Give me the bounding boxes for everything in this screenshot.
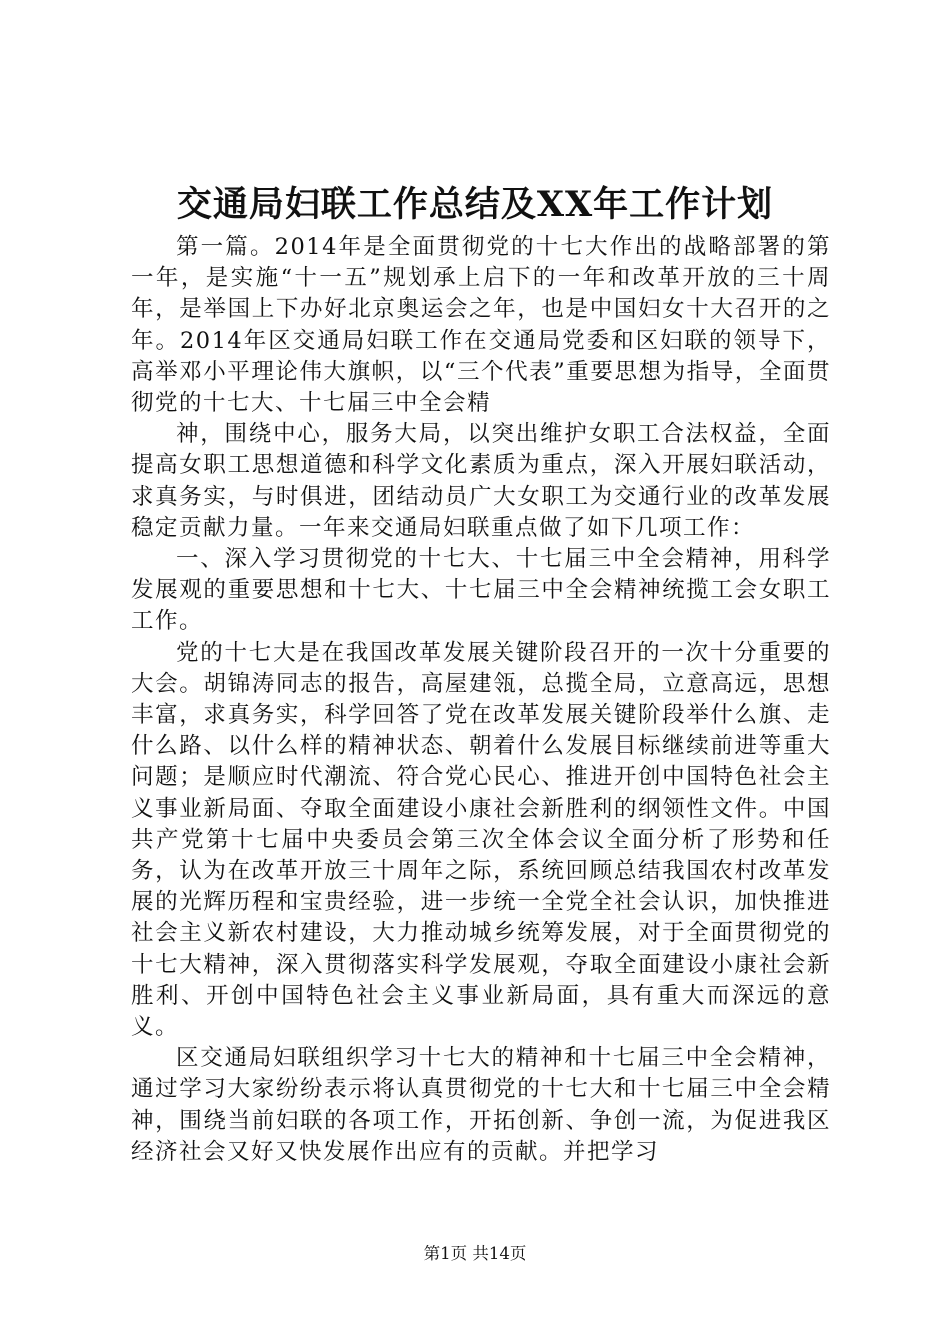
paragraph-5: 区交通局妇联组织学习十七大的精神和十七届三中全会精神，通过学习大家纷纷表示将认真贯彻党的十七大和十七届三中全会精神，围绕当前妇联的各项工作，开拓创新、争创一流，为促进我区经济社会又好又快发展作出应有的贡献。并把学习 xyxy=(131,1045,831,1165)
document-body xyxy=(131,232,831,1168)
page-number-footer: 第1页 共14页 xyxy=(423,1244,527,1263)
paragraph-1: 第一篇。2014年是全面贯彻党的十七大作出的战略部署的第一年，是实施“十一五”规划承上启下的一年和改革开放的三十周年，是举国上下办好北京奥运会之年，也是中国妇女十大召开的之年。2014年区交通局妇联工作在交通局党委和区妇联的领导下，高举邓小平理论伟大旗帜，以“三个代表”重要思想为指导，全面贯彻党的十七大、十七届三中全会精 xyxy=(131,234,831,417)
document-title: 交通局妇联工作总结及XX年工作计划 xyxy=(176,184,774,225)
paragraph-4: 党的十七大是在我国改革发展关键阶段召开的一次十分重要的大会。胡锦涛同志的报告，高屋建瓴，总揽全局，立意高远，思想丰富，求真务实，科学回答了党在改革发展关键阶段举什么旗、走什么路、以什么样的精神状态、朝着什么发展目标继续前进等重大问题；是顺应时代潮流、符合党心民心、推进开创中国特色社会主义事业新局面、夺取全面建设小康社会新胜利的纲领性文件。中国共产党第十七届中央委员会第三次全体会议全面分析了形势和任务，认为在改革开放三十周年之际，系统回顾总结我国农村改革发展的光辉历程和宝贵经验，进一步统一全党全社会认识，加快推进社会主义新农村建设，大力推动城乡统筹发展，对于全面贯彻党的十七大精神，深入贯彻落实科学发展观，夺取全面建设小康社会新胜利、开创中国特色社会主义事业新局面，具有重大而深远的意义。 xyxy=(131,639,831,1041)
paragraph-2: 神，围绕中心，服务大局，以突出维护女职工合法权益，全面提高女职工思想道德和科学文化素质为重点，深入开展妇联活动，求真务实，与时俱进，团结动员广大女职工为交通行业的改革发展稳定贡献力量。一年来交通局妇联重点做了如下几项工作： xyxy=(131,421,831,541)
paragraph-3: 一、深入学习贯彻党的十七大、十七届三中全会精神，用科学发展观的重要思想和十七大、十七届三中全会精神统揽工会女职工工作。 xyxy=(131,546,831,635)
